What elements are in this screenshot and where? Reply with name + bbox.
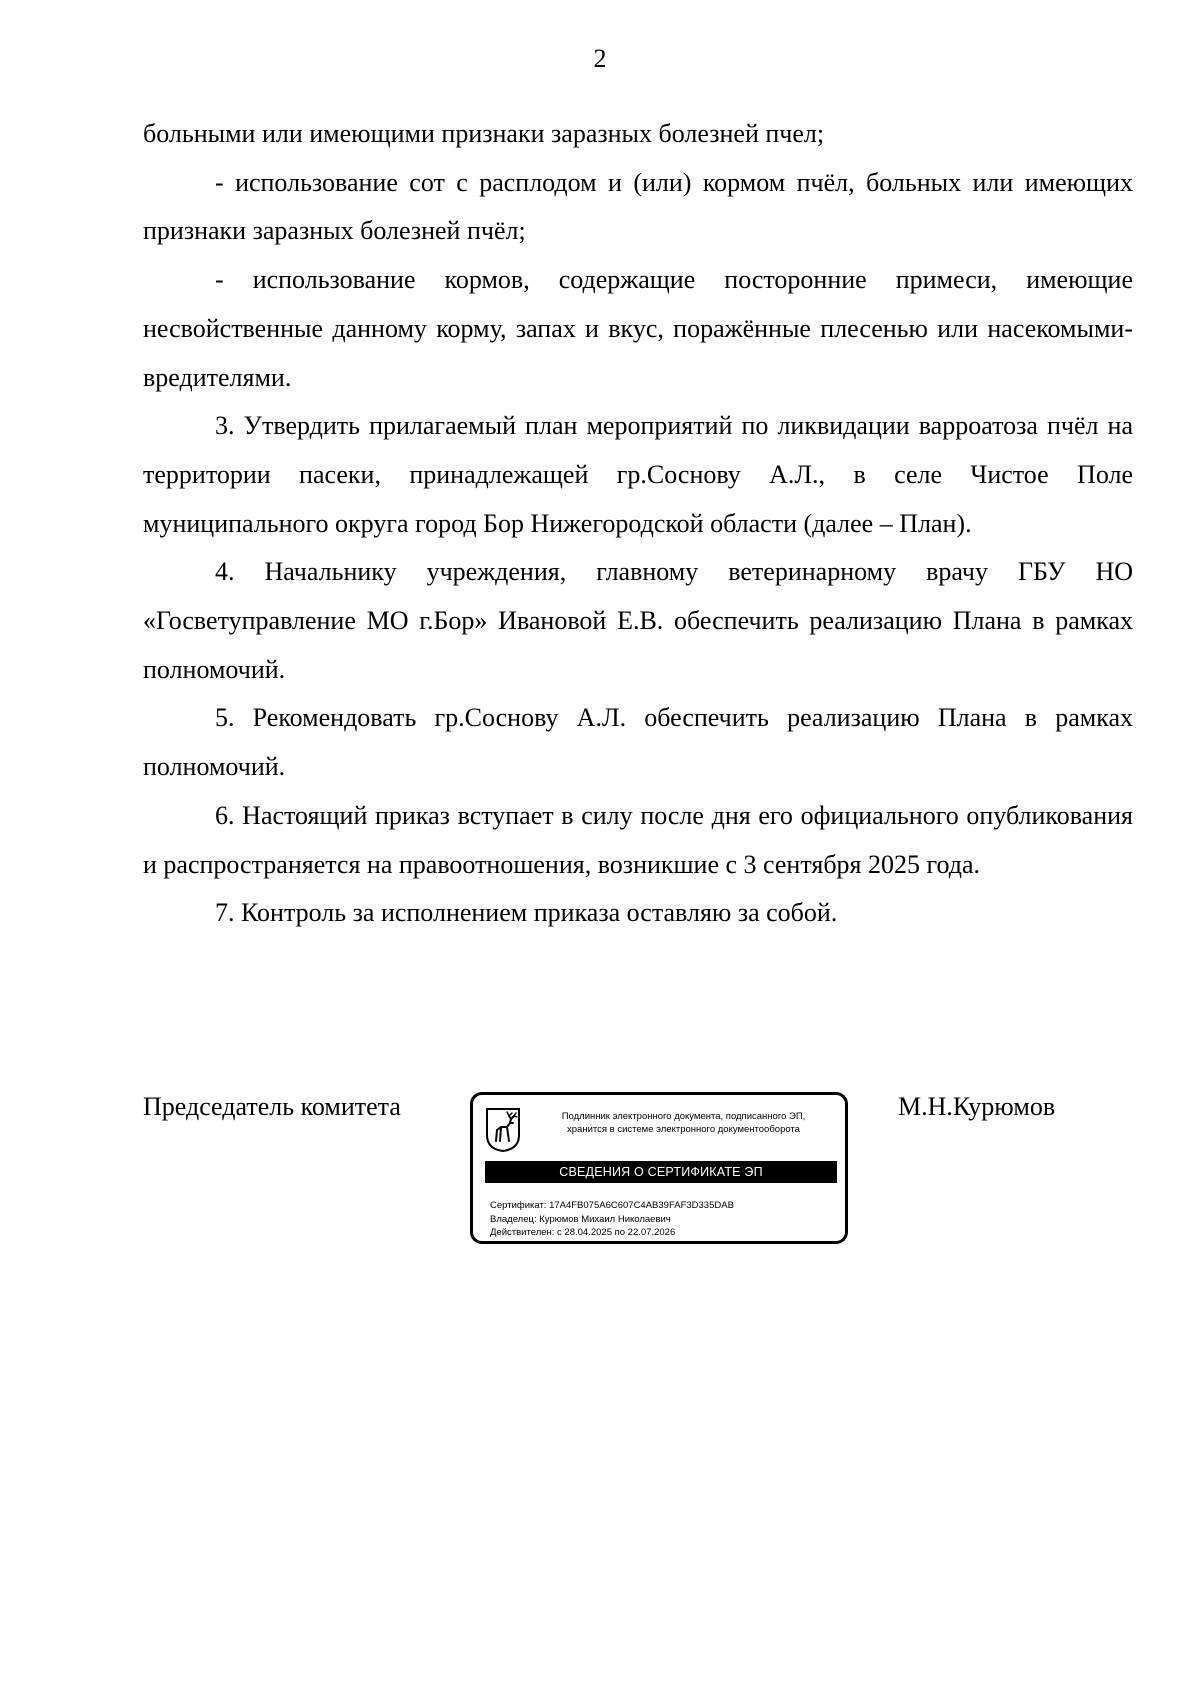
stamp-header	[531, 1110, 836, 1136]
certificate-number: Сертификат: 17A4FB075A6C607C4AB39FAF3D335DAB	[490, 1200, 734, 1211]
certificate-details	[490, 1199, 734, 1240]
paragraph-continuation: больными или имеющими признаки заразных болезней пчел;	[143, 119, 825, 148]
certificate-validity: Действителен: с 28.04.2025 по 22.07.2026	[490, 1227, 676, 1238]
deer-coat-of-arms-icon	[485, 1107, 521, 1153]
stamp-header-line: хранится в системе электронного документооборота	[567, 1124, 800, 1135]
signature-title: Председатель комитета	[143, 1092, 401, 1121]
paragraph-item: 4. Начальнику учреждения, главному ветеринарному врачу ГБУ НО «Госветуправление МО г.Бор» Ивановой Е.В. обеспечить реализацию Плана в рамках полномочий.	[143, 557, 1133, 684]
signatory-name: М.Н.Курюмов	[898, 1092, 1056, 1121]
page-number: 2	[593, 44, 607, 73]
electronic-signature-stamp	[470, 1092, 848, 1244]
certificate-owner: Владелец: Курюмов Михаил Николаевич	[490, 1213, 671, 1225]
stamp-header-line: Подлинник электронного документа, подписанного ЭП,	[561, 1111, 806, 1122]
paragraph-item: - использование кормов, содержащие посторонние примеси, имеющие несвойственные данному корму, запах и вкус, поражённые плесенью или насекомыми-вредителями.	[143, 265, 1133, 392]
paragraph-item: 5. Рекомендовать гр.Соснову А.Л. обеспечить реализацию Плана в рамках полномочий.	[143, 703, 1133, 782]
paragraph-item: 3. Утвердить прилагаемый план мероприятий по ликвидации варроатоза пчёл на территории пасеки, принадлежащей гр.Соснову А.Л., в селе Чистое Поле муниципального округа город Бор Нижегородской области (далее – План).	[143, 411, 1133, 538]
paragraph-item: 7. Контроль за исполнением приказа оставляю за собой.	[215, 898, 838, 928]
document-body	[143, 110, 1133, 938]
certificate-info-bar: СВЕДЕНИЯ О СЕРТИФИКАТЕ ЭП	[485, 1161, 837, 1183]
paragraph-item: - использование сот с расплодом и (или) кормом пчёл, больных или имеющих признаки заразных болезней пчёл;	[143, 167, 1133, 246]
paragraph-item: 6. Настоящий приказ вступает в силу после дня его официального опубликования и распространяется на правоотношения, возникшие с 3 сентября 2025 года.	[143, 800, 1133, 879]
